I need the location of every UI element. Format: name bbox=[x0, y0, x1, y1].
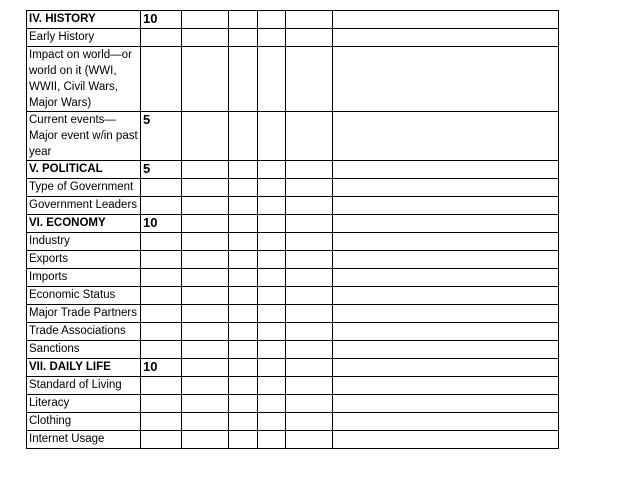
criterion-label: Economic Status bbox=[27, 287, 141, 305]
empty-cell bbox=[229, 11, 258, 29]
empty-cell bbox=[258, 29, 286, 47]
empty-cell bbox=[258, 251, 286, 269]
points-cell bbox=[141, 341, 182, 359]
criterion-label: Sanctions bbox=[27, 341, 141, 359]
rubric-table bbox=[26, 10, 559, 449]
points-cell bbox=[141, 323, 182, 341]
empty-cell bbox=[286, 413, 333, 431]
empty-cell bbox=[229, 47, 258, 112]
empty-cell bbox=[286, 305, 333, 323]
section-row bbox=[27, 161, 559, 179]
empty-cell bbox=[229, 233, 258, 251]
empty-cell bbox=[229, 305, 258, 323]
points-cell: 10 bbox=[141, 359, 182, 377]
section-row bbox=[27, 359, 559, 377]
empty-cell bbox=[333, 377, 559, 395]
table-row bbox=[27, 323, 559, 341]
empty-cell bbox=[229, 251, 258, 269]
empty-cell bbox=[333, 341, 559, 359]
empty-cell bbox=[286, 431, 333, 449]
table-row bbox=[27, 341, 559, 359]
table-row bbox=[27, 233, 559, 251]
points-cell bbox=[141, 305, 182, 323]
empty-cell bbox=[182, 215, 229, 233]
table-row bbox=[27, 29, 559, 47]
empty-cell bbox=[258, 323, 286, 341]
table-row bbox=[27, 269, 559, 287]
empty-cell bbox=[333, 233, 559, 251]
empty-cell bbox=[182, 29, 229, 47]
empty-cell bbox=[258, 11, 286, 29]
section-heading: V. POLITICAL bbox=[27, 161, 141, 179]
empty-cell bbox=[182, 161, 229, 179]
empty-cell bbox=[229, 413, 258, 431]
table-row bbox=[27, 413, 559, 431]
empty-cell bbox=[258, 287, 286, 305]
empty-cell bbox=[182, 47, 229, 112]
criterion-label: Early History bbox=[27, 29, 141, 47]
empty-cell bbox=[258, 341, 286, 359]
table-row bbox=[27, 179, 559, 197]
empty-cell bbox=[229, 287, 258, 305]
empty-cell bbox=[333, 269, 559, 287]
empty-cell bbox=[286, 179, 333, 197]
empty-cell bbox=[286, 341, 333, 359]
criterion-label: Literacy bbox=[27, 395, 141, 413]
empty-cell bbox=[258, 305, 286, 323]
points-cell: 10 bbox=[141, 11, 182, 29]
empty-cell bbox=[286, 377, 333, 395]
empty-cell bbox=[258, 112, 286, 161]
criterion-label: Standard of Living bbox=[27, 377, 141, 395]
empty-cell bbox=[258, 269, 286, 287]
points-cell: 5 bbox=[141, 161, 182, 179]
empty-cell bbox=[229, 161, 258, 179]
table-row bbox=[27, 377, 559, 395]
empty-cell bbox=[258, 47, 286, 112]
empty-cell bbox=[333, 287, 559, 305]
table-row bbox=[27, 287, 559, 305]
criterion-label: Industry bbox=[27, 233, 141, 251]
criterion-label: Trade Associations bbox=[27, 323, 141, 341]
empty-cell bbox=[333, 251, 559, 269]
empty-cell bbox=[286, 29, 333, 47]
empty-cell bbox=[286, 269, 333, 287]
empty-cell bbox=[182, 377, 229, 395]
empty-cell bbox=[258, 233, 286, 251]
criterion-label: Imports bbox=[27, 269, 141, 287]
empty-cell bbox=[286, 161, 333, 179]
empty-cell bbox=[229, 323, 258, 341]
points-cell bbox=[141, 287, 182, 305]
empty-cell bbox=[286, 215, 333, 233]
empty-cell bbox=[182, 251, 229, 269]
empty-cell bbox=[286, 323, 333, 341]
empty-cell bbox=[333, 29, 559, 47]
points-cell: 5 bbox=[141, 112, 182, 161]
empty-cell bbox=[182, 179, 229, 197]
table-row bbox=[27, 47, 559, 112]
points-cell bbox=[141, 377, 182, 395]
empty-cell bbox=[182, 431, 229, 449]
empty-cell bbox=[229, 197, 258, 215]
empty-cell bbox=[258, 215, 286, 233]
empty-cell bbox=[182, 269, 229, 287]
empty-cell bbox=[286, 251, 333, 269]
empty-cell bbox=[333, 197, 559, 215]
empty-cell bbox=[182, 305, 229, 323]
empty-cell bbox=[333, 395, 559, 413]
criterion-label: Current events— Major event w/in past year bbox=[27, 112, 141, 161]
table-row bbox=[27, 305, 559, 323]
empty-cell bbox=[333, 47, 559, 112]
points-cell bbox=[141, 251, 182, 269]
empty-cell bbox=[333, 161, 559, 179]
section-heading: IV. HISTORY bbox=[27, 11, 141, 29]
criterion-label: Government Leaders bbox=[27, 197, 141, 215]
empty-cell bbox=[229, 395, 258, 413]
empty-cell bbox=[182, 359, 229, 377]
empty-cell bbox=[229, 377, 258, 395]
empty-cell bbox=[258, 359, 286, 377]
points-cell bbox=[141, 197, 182, 215]
points-cell bbox=[141, 395, 182, 413]
empty-cell bbox=[229, 341, 258, 359]
points-cell bbox=[141, 29, 182, 47]
points-cell bbox=[141, 269, 182, 287]
points-cell bbox=[141, 47, 182, 112]
criterion-label: Internet Usage bbox=[27, 431, 141, 449]
empty-cell bbox=[182, 341, 229, 359]
empty-cell bbox=[333, 359, 559, 377]
section-row bbox=[27, 215, 559, 233]
empty-cell bbox=[333, 413, 559, 431]
empty-cell bbox=[258, 413, 286, 431]
section-heading: VI. ECONOMY bbox=[27, 215, 141, 233]
empty-cell bbox=[258, 395, 286, 413]
empty-cell bbox=[229, 112, 258, 161]
empty-cell bbox=[286, 197, 333, 215]
section-row bbox=[27, 11, 559, 29]
table-row bbox=[27, 395, 559, 413]
empty-cell bbox=[182, 395, 229, 413]
criterion-label: Major Trade Partners bbox=[27, 305, 141, 323]
empty-cell bbox=[182, 233, 229, 251]
empty-cell bbox=[333, 323, 559, 341]
empty-cell bbox=[333, 11, 559, 29]
empty-cell bbox=[286, 112, 333, 161]
empty-cell bbox=[286, 233, 333, 251]
empty-cell bbox=[333, 215, 559, 233]
empty-cell bbox=[258, 197, 286, 215]
empty-cell bbox=[229, 179, 258, 197]
empty-cell bbox=[182, 11, 229, 29]
points-cell bbox=[141, 233, 182, 251]
empty-cell bbox=[258, 431, 286, 449]
empty-cell bbox=[182, 413, 229, 431]
empty-cell bbox=[182, 112, 229, 161]
empty-cell bbox=[258, 161, 286, 179]
empty-cell bbox=[229, 29, 258, 47]
criterion-label: Type of Government bbox=[27, 179, 141, 197]
empty-cell bbox=[286, 287, 333, 305]
empty-cell bbox=[286, 395, 333, 413]
empty-cell bbox=[286, 359, 333, 377]
points-cell bbox=[141, 413, 182, 431]
criterion-label: Impact on world—or world on it (WWI, WWII, Civil Wars, Major Wars) bbox=[27, 47, 141, 112]
empty-cell bbox=[333, 305, 559, 323]
empty-cell bbox=[333, 431, 559, 449]
table-row bbox=[27, 251, 559, 269]
empty-cell bbox=[258, 377, 286, 395]
empty-cell bbox=[229, 431, 258, 449]
table-row bbox=[27, 112, 559, 161]
table-row bbox=[27, 197, 559, 215]
criterion-label: Exports bbox=[27, 251, 141, 269]
empty-cell bbox=[229, 269, 258, 287]
empty-cell bbox=[333, 179, 559, 197]
empty-cell bbox=[229, 359, 258, 377]
empty-cell bbox=[286, 47, 333, 112]
criterion-label: Clothing bbox=[27, 413, 141, 431]
empty-cell bbox=[182, 197, 229, 215]
points-cell: 10 bbox=[141, 215, 182, 233]
empty-cell bbox=[182, 323, 229, 341]
empty-cell bbox=[182, 287, 229, 305]
empty-cell bbox=[229, 215, 258, 233]
empty-cell bbox=[258, 179, 286, 197]
table-row bbox=[27, 431, 559, 449]
section-heading: VII. DAILY LIFE bbox=[27, 359, 141, 377]
points-cell bbox=[141, 179, 182, 197]
empty-cell bbox=[286, 11, 333, 29]
points-cell bbox=[141, 431, 182, 449]
empty-cell bbox=[333, 112, 559, 161]
